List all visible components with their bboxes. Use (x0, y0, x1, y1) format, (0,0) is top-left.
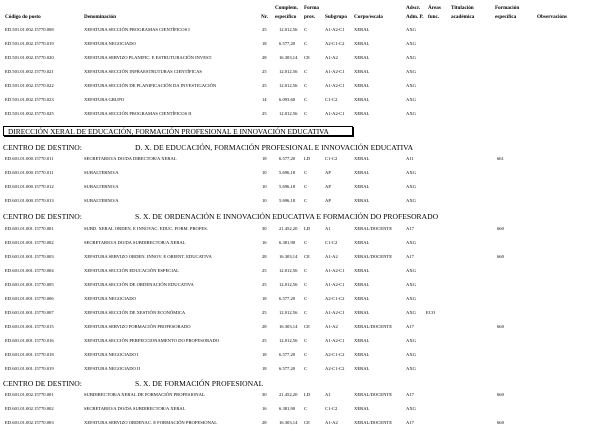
table-row (0, 109, 615, 119)
cell-subgrupo: A1-A2-C1 (325, 310, 345, 315)
cell-code: ED.601.01.001.15770.007 (5, 310, 54, 315)
cell-denominacion: XEFATURA SERVIZO PLANIFIC. E ESTRUTURACIÓN INVEST. (84, 55, 213, 60)
cell-code: ED.601.01.000.15770.012 (5, 184, 54, 189)
cell-corpo: XERAL (354, 268, 370, 273)
cell-forma: LD (304, 226, 311, 231)
cell-subgrupo: A1-A2 (325, 324, 338, 329)
cell-corpo: XERAL/DOCENTE (354, 254, 393, 259)
table-row (0, 238, 615, 248)
header-titulacion-1: Titulación (451, 5, 474, 11)
header-nr: Nr. (261, 14, 268, 20)
cell-adscricion: AXG (406, 170, 416, 175)
table-row (0, 53, 615, 63)
cell-denominacion: XEFATURA SECCIÓN DE PLANIFICACIÓN DA INVESTIGACIÓN (84, 83, 217, 88)
cell-forma: LD (304, 156, 311, 161)
cell-subgrupo: A2-C1-C2 (325, 352, 345, 357)
cell-complemento: 6.381,90 (279, 406, 296, 411)
cell-corpo: XERAL (354, 296, 370, 301)
centro-name: S. X. DE FORMACIÓN PROFESIONAL (135, 379, 264, 388)
cell-code: ED.601.01.000.15770.013 (5, 198, 54, 203)
cell-subgrupo: AP (325, 170, 331, 175)
cell-complemento: 16.303,14 (279, 324, 298, 329)
cell-forma: C (304, 296, 308, 301)
cell-formacion: 660 (497, 254, 504, 259)
cell-complemento: 6.577,20 (279, 352, 296, 357)
cell-denominacion: XEFATURA NEGOCIADO (84, 41, 136, 46)
cell-formacion: 660 (497, 226, 504, 231)
cell-subgrupo: A1-A2 (325, 254, 338, 259)
cell-denominacion: SUBALTERNO/A (84, 198, 119, 203)
cell-complemento: 12.012,56 (279, 83, 298, 88)
table-row (0, 196, 615, 206)
table-row (0, 39, 615, 49)
table-row (0, 350, 615, 360)
cell-adscricion: AXG (406, 198, 416, 203)
cell-adscricion: AXG (406, 184, 416, 189)
header-adscricion-1: Adscr. (406, 5, 421, 11)
centro-de-destino-header (3, 143, 503, 152)
cell-corpo: XERAL (354, 366, 370, 371)
cell-code: ED.601.01.002.15770.003 (5, 420, 54, 425)
cell-corpo: XERAL (354, 170, 370, 175)
cell-corpo: XERAL/DOCENTE (354, 324, 393, 329)
cell-adscricion: A17 (406, 392, 414, 397)
cell-subgrupo: A1 (325, 226, 331, 231)
table-row (0, 336, 615, 346)
cell-nr: 25 (262, 268, 267, 273)
cell-corpo: XERAL (354, 156, 370, 161)
table-row (0, 294, 615, 304)
cell-formacion: 660 (497, 420, 504, 425)
header-adscricion-2: Adm. P. (406, 14, 424, 20)
cell-code: ED.601.01.002.15770.002 (5, 406, 54, 411)
centro-label: CENTRO DE DESTINO: (3, 143, 82, 152)
cell-forma: C (304, 184, 308, 189)
cell-denominacion: SECRETARIO/A DO/DA SUBDIRECTOR/A XERAL (84, 406, 186, 411)
cell-subgrupo: A1-A2 (325, 420, 338, 425)
centro-name: D. X. DE EDUCACIÓN, FORMACIÓN PROFESIONAL E INNOVACIÓN EDUCATIVA (135, 143, 414, 152)
table-row (0, 95, 615, 105)
cell-adscricion: AXG (406, 366, 416, 371)
cell-nr: 25 (262, 111, 267, 116)
cell-corpo: XERAL (354, 184, 370, 189)
cell-nr: 25 (262, 338, 267, 343)
cell-subgrupo: C1-C2 (325, 97, 338, 102)
cell-complemento: 5.696,18 (279, 184, 296, 189)
cell-corpo: XERAL (354, 97, 370, 102)
centro-label: CENTRO DE DESTINO: (3, 379, 82, 388)
cell-code: ED.501.01.002.15770.025 (5, 111, 54, 116)
table-row (0, 67, 615, 77)
cell-adscricion: AXG (406, 111, 416, 116)
cell-subgrupo: A1-A2-C1 (325, 268, 345, 273)
cell-denominacion: XEFATURA SECCIÓN PERFECCIONAMENTO DO PROFESORADO (84, 338, 220, 343)
cell-denominacion: XEFATURA SECCIÓN PROGRAMAS CIENTÍFICOS II (84, 111, 192, 116)
cell-corpo: XERAL/DOCENTE (354, 420, 393, 425)
cell-code: ED.601.01.001.15770.018 (5, 352, 54, 357)
header-formacion-2: específica (495, 14, 517, 20)
cell-corpo: XERAL (354, 310, 370, 315)
cell-complemento: 16.303,14 (279, 55, 298, 60)
cell-nr: 10 (262, 184, 267, 189)
cell-subgrupo: C1-C2 (325, 156, 338, 161)
cell-areas: ECO (426, 310, 436, 315)
cell-complemento: 6.577,20 (279, 41, 296, 46)
cell-corpo: XERAL/DOCENTE (354, 392, 393, 397)
cell-adscricion: AXG (406, 41, 416, 46)
cell-subgrupo: A1-A2-C1 (325, 27, 345, 32)
cell-adscricion: AXG (406, 282, 416, 287)
table-row (0, 154, 615, 164)
cell-subgrupo: A1-A2-C1 (325, 282, 345, 287)
cell-denominacion: XEFATURA GRUPO (84, 97, 125, 102)
table-row (0, 390, 615, 400)
cell-denominacion: XEFATURA SECCIÓN DE XESTIÓN ECONÓMICA (84, 310, 186, 315)
cell-code: ED.601.01.001.15770.002 (5, 240, 54, 245)
cell-code: ED.501.01.002.15770.022 (5, 83, 54, 88)
cell-adscricion: AXG (406, 97, 416, 102)
cell-corpo: XERAL (354, 55, 370, 60)
cell-subgrupo: C1-C2 (325, 240, 338, 245)
cell-adscricion: AXG (406, 83, 416, 88)
cell-corpo: XERAL (354, 198, 370, 203)
cell-denominacion: SECRETARIO/A DO/DA DIRECTOR/A XERAL (84, 156, 177, 161)
cell-subgrupo: A1-A2-C1 (325, 69, 345, 74)
cell-adscricion: A17 (406, 324, 414, 329)
cell-corpo: XERAL (354, 352, 370, 357)
cell-corpo: XERAL (354, 83, 370, 88)
cell-denominacion: XEFATURA SERVIZO ORDENAC. E FORMACIÓN PROFESIONAL (84, 420, 218, 425)
cell-forma: C (304, 406, 308, 411)
cell-nr: 25 (262, 282, 267, 287)
cell-code: ED.601.01.000.15770.011 (5, 170, 54, 175)
table-row (0, 252, 615, 262)
header-complemento-1: Complem. (275, 5, 298, 11)
cell-forma: C (304, 268, 308, 273)
cell-adscricion: AXG (406, 240, 416, 245)
cell-subgrupo: A2-C1-C2 (325, 41, 345, 46)
table-row (0, 81, 615, 91)
cell-forma: CE (304, 55, 310, 60)
cell-nr: 28 (262, 254, 267, 259)
cell-denominacion: SUBDIRECTOR/A XERAL DE FORMACIÓN PROFESIONAL (84, 392, 205, 397)
cell-complemento: 12.012,56 (279, 310, 298, 315)
cell-adscricion: A17 (406, 226, 414, 231)
cell-denominacion: XEFATURA NEGOCIADO I (84, 352, 139, 357)
cell-complemento: 6.577,20 (279, 366, 296, 371)
cell-nr: 18 (262, 352, 267, 357)
cell-denominacion: XEFATURA SECCIÓN DE ORDENACIÓN EDUCATIVA (84, 282, 194, 287)
cell-nr: 28 (262, 324, 267, 329)
cell-adscricion: AXG (406, 310, 416, 315)
cell-subgrupo: A1 (325, 392, 331, 397)
cell-denominacion: XEFATURA SECCIÓN PROGRAMAS CIENTÍFICOS I (84, 27, 190, 32)
cell-nr: 18 (262, 41, 267, 46)
cell-complemento: 12.012,56 (279, 338, 298, 343)
cell-nr: 30 (262, 392, 267, 397)
cell-adscricion: A17 (406, 420, 414, 425)
centro-label: CENTRO DE DESTINO: (3, 212, 82, 221)
table-row (0, 404, 615, 414)
cell-nr: 25 (262, 27, 267, 32)
cell-complemento: 16.303,14 (279, 420, 298, 425)
cell-subgrupo: A2-C1-C2 (325, 366, 345, 371)
cell-complemento: 5.696,18 (279, 170, 296, 175)
cell-nr: 14 (262, 97, 267, 102)
header-forma-1: Forma (304, 5, 319, 11)
cell-formacion: 661 (497, 156, 504, 161)
table-row (0, 25, 615, 35)
header-areas-2: func. (428, 14, 440, 20)
cell-nr: 28 (262, 55, 267, 60)
cell-nr: 10 (262, 198, 267, 203)
section-title: DIRECCIÓN XERAL DE EDUCACIÓN, FORMACIÓN PROFESIONAL E INNOVACIÓN EDUCATIVA (3, 126, 353, 136)
cell-complemento: 6.093,60 (279, 97, 296, 102)
cell-denominacion: XEFATURA SERVIZO ORDEN. INNOV. E ORIENT. EDUCATIVA (84, 254, 212, 259)
cell-forma: C (304, 352, 308, 357)
cell-forma: C (304, 170, 308, 175)
cell-adscricion: AXG (406, 55, 416, 60)
cell-corpo: XERAL (354, 240, 370, 245)
cell-subgrupo: A2-C1-C2 (325, 296, 345, 301)
cell-forma: LD (304, 392, 311, 397)
cell-nr: 18 (262, 156, 267, 161)
cell-nr: 18 (262, 366, 267, 371)
cell-complemento: 21.452,20 (279, 226, 298, 231)
cell-code: ED.501.01.002.15770.020 (5, 55, 54, 60)
cell-forma: CE (304, 324, 310, 329)
cell-forma: C (304, 27, 308, 32)
cell-code: ED.601.01.001.15770.005 (5, 282, 54, 287)
cell-code: ED.601.01.001.15770.019 (5, 366, 54, 371)
cell-nr: 10 (262, 170, 267, 175)
cell-complemento: 16.303,14 (279, 254, 298, 259)
table-row (0, 280, 615, 290)
cell-code: ED.501.01.002.15770.021 (5, 69, 54, 74)
cell-complemento: 21.452,20 (279, 392, 298, 397)
cell-complemento: 12.012,56 (279, 27, 298, 32)
cell-complemento: 12.012,56 (279, 268, 298, 273)
cell-corpo: XERAL (354, 111, 370, 116)
cell-corpo: XERAL (354, 41, 370, 46)
cell-nr: 30 (262, 226, 267, 231)
cell-complemento: 6.577,20 (279, 296, 296, 301)
cell-adscricion: AXG (406, 268, 416, 273)
cell-denominacion: SUBD. XERAL ORDEN. E INNOVAC. EDUC. FORM. PROFES. (84, 226, 208, 231)
cell-denominacion: SECRETARIO/A DO/DA SUBDIRECTOR/A XERAL (84, 240, 186, 245)
table-row (0, 418, 615, 428)
cell-forma: C (304, 240, 308, 245)
cell-adscricion: AXG (406, 69, 416, 74)
cell-forma: C (304, 198, 308, 203)
header-complemento-2: específico (275, 14, 297, 20)
cell-code: ED.501.01.002.15770.008 (5, 27, 54, 32)
cell-code: ED.601.01.001.15770.003 (5, 254, 54, 259)
cell-subgrupo: A1-A2-C1 (325, 338, 345, 343)
header-codigo: Código do posto (5, 14, 41, 20)
cell-forma: CE (304, 420, 310, 425)
cell-denominacion: XEFATURA SECCIÓN INFRAESTRUTURAS CIENTÍFICAS (84, 69, 202, 74)
cell-code: ED.601.01.001.15770.015 (5, 324, 54, 329)
cell-code: ED.501.01.002.15770.023 (5, 97, 54, 102)
cell-denominacion: XEFATURA NEGOCIADO II (84, 366, 141, 371)
header-corpo: Corpo/escala (354, 14, 383, 20)
cell-formacion: 660 (497, 392, 504, 397)
cell-adscricion: AXG (406, 27, 416, 32)
cell-corpo: XERAL (354, 282, 370, 287)
cell-forma: C (304, 111, 308, 116)
cell-corpo: XERAL/DOCENTE (354, 226, 393, 231)
cell-adscricion: A17 (406, 254, 414, 259)
cell-corpo: XERAL (354, 69, 370, 74)
cell-code: ED.601.01.000.15770.011 (5, 156, 54, 161)
table-row (0, 364, 615, 374)
cell-forma: C (304, 338, 308, 343)
cell-subgrupo: AP (325, 198, 331, 203)
cell-nr: 18 (262, 296, 267, 301)
centro-de-destino-header (3, 212, 503, 221)
table-row (0, 182, 615, 192)
cell-complemento: 12.012,56 (279, 69, 298, 74)
cell-denominacion: XEFATURA SERVIZO FORMACIÓN PROFESORADO (84, 324, 191, 329)
cell-forma: C (304, 41, 308, 46)
cell-forma: C (304, 97, 308, 102)
centro-name: S. X. DE ORDENACIÓN E INNOVACIÓN EDUCATIVA E FORMACIÓN DO PROFESORADO (135, 212, 439, 221)
header-subgrupo: Subgrupo (325, 14, 347, 20)
cell-nr: 16 (262, 240, 267, 245)
cell-denominacion: SUBALTERNO/A (84, 170, 119, 175)
cell-complemento: 6.381,90 (279, 240, 296, 245)
header-observacions: Observacións (537, 14, 567, 20)
header-forma-2: prov. (304, 14, 316, 20)
cell-code: ED.501.01.002.15770.019 (5, 41, 54, 46)
header-areas-1: Áreas (428, 5, 441, 11)
table-row (0, 308, 615, 318)
cell-subgrupo: A1-A2-C1 (325, 111, 345, 116)
cell-code: ED.601.01.001.15770.016 (5, 338, 54, 343)
cell-complemento: 6.577,20 (279, 156, 296, 161)
table-row (0, 224, 615, 234)
cell-nr: 25 (262, 69, 267, 74)
cell-adscricion: AXG (406, 296, 416, 301)
cell-complemento: 12.012,56 (279, 111, 298, 116)
cell-corpo: XERAL (354, 27, 370, 32)
cell-denominacion: XEFATURA SECCIÓN EDUCACIÓN ESPECIAL (84, 268, 179, 273)
cell-nr: 16 (262, 406, 267, 411)
cell-complemento: 12.012,56 (279, 282, 298, 287)
cell-subgrupo: A1-A2-C1 (325, 83, 345, 88)
cell-adscricion: AXG (406, 406, 416, 411)
cell-forma: C (304, 69, 308, 74)
cell-code: ED.601.01.001.15770.006 (5, 296, 54, 301)
table-row (0, 266, 615, 276)
table-row (0, 168, 615, 178)
cell-nr: 28 (262, 420, 267, 425)
cell-subgrupo: AP (325, 184, 331, 189)
cell-adscricion: AXG (406, 338, 416, 343)
cell-forma: C (304, 310, 308, 315)
cell-code: ED.601.01.001.15770.001 (5, 226, 54, 231)
cell-forma: C (304, 282, 308, 287)
cell-forma: C (304, 83, 308, 88)
centro-de-destino-header (3, 379, 503, 388)
cell-adscricion: AXG (406, 352, 416, 357)
cell-subgrupo: A1-A2 (325, 55, 338, 60)
cell-code: ED.601.01.002.15770.001 (5, 392, 54, 397)
table-row (0, 322, 615, 332)
cell-corpo: XERAL (354, 338, 370, 343)
cell-nr: 25 (262, 310, 267, 315)
cell-nr: 25 (262, 83, 267, 88)
cell-complemento: 5.696,18 (279, 198, 296, 203)
cell-forma: CE (304, 254, 310, 259)
cell-code: ED.601.01.001.15770.004 (5, 268, 54, 273)
header-formacion-1: Formación (495, 5, 520, 11)
header-titulacion-2: académica (451, 14, 475, 20)
cell-denominacion: SUBALTERNO/A (84, 184, 119, 189)
cell-subgrupo: C1-C2 (325, 406, 338, 411)
cell-adscricion: A11 (406, 156, 414, 161)
cell-denominacion: XEFATURA NEGOCIADO (84, 296, 136, 301)
cell-formacion: 660 (497, 324, 504, 329)
header-denominacion: Denominación (84, 14, 116, 20)
cell-forma: C (304, 366, 308, 371)
cell-corpo: XERAL (354, 406, 370, 411)
